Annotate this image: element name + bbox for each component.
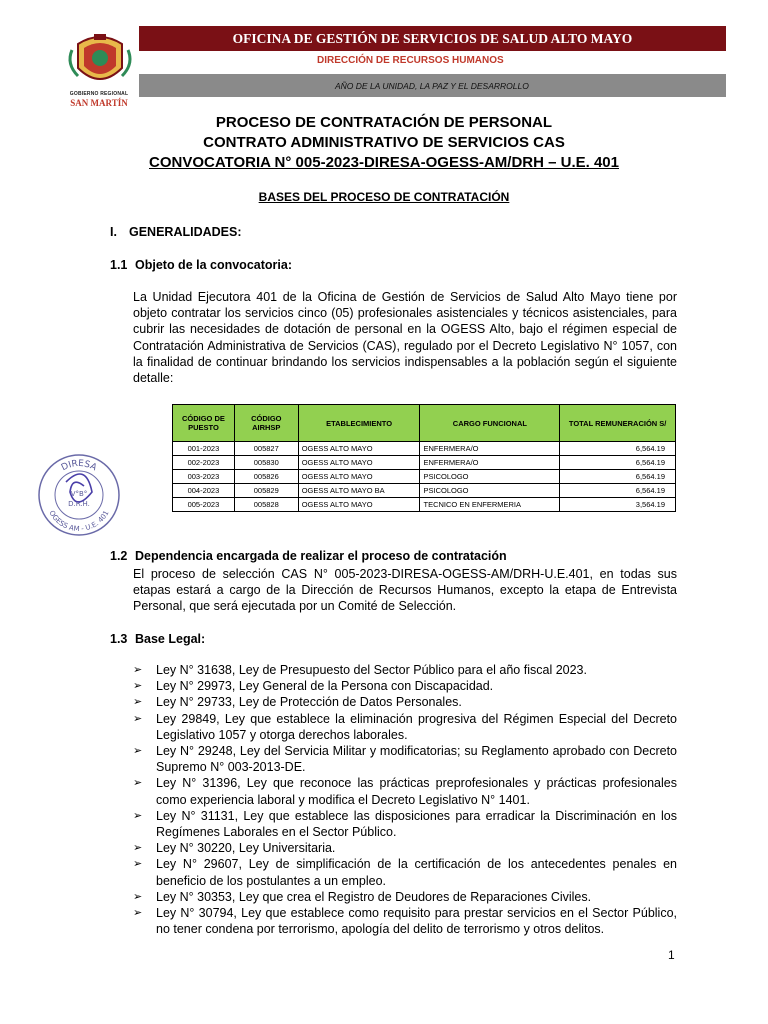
table-cell: 001-2023 [173,442,235,456]
motto-banner: AÑO DE LA UNIDAD, LA PAZ Y EL DESARROLLO [139,74,726,97]
table-cell: 6,564.19 [560,456,676,470]
logo-region-name: SAN MARTÍN [70,98,128,108]
subsection-number: 1.3 [110,632,128,646]
office-banner: OFICINA DE GESTIÓN DE SERVICIOS DE SALUD ALTO MAYO [139,26,726,51]
table-header-cell: CÓDIGO AIRHSP [234,405,298,442]
section-number: I. [110,225,117,239]
stamp-top-text: DIRESA [59,458,99,474]
table-row [173,442,676,456]
positions-table [172,404,676,512]
logo-caption: GOBIERNO REGIONAL [69,91,129,97]
stamp-mid-text: V°B° [70,490,88,498]
direction-banner: DIRECCIÓN DE RECURSOS HUMANOS [317,55,504,66]
list-item: ➢ Ley N° 31638, Ley de Presupuesto del Sector Público para el año fiscal 2023. [133,663,587,677]
table-header-cell: TOTAL REMUNERACIÓN S/ [560,405,676,442]
arrow-bullet-icon: ➢ [133,745,143,758]
list-item: ➢ Ley N° 30353, Ley que crea el Registro de Deudores de Reparaciones Civiles. [133,889,592,904]
table-header-row [173,405,676,442]
list-item: ➢ Ley N° 29248, Ley del Servicia Militar y modificatorias; su Reglamento aprobado con Decreto Supremo N° 003-2013-DE. [133,744,677,775]
arrow-bullet-icon: ➢ [133,712,143,725]
list-item: ➢ Ley 29849, Ley que establece la eliminación progresiva del Régimen Especial del Decreto Legislativo 1057 y otorga derechos laborales. [133,711,677,742]
table-cell: TECNICO EN ENFERMERIA [420,498,560,512]
table-header-cell: CÓDIGO DE PUESTO [173,405,235,442]
subsection-heading: Base Legal: [135,632,206,646]
arrow-bullet-icon: ➢ [133,680,143,693]
table-cell: 005826 [234,470,298,484]
table-cell: ENFERMERA/O [420,456,560,470]
table-row [173,470,676,484]
subsection-heading: Dependencia encargada de realizar el proceso de contratación [135,549,507,563]
objective-paragraph: La Unidad Ejecutora 401 de la Oficina de Gestión de Servicios de Salud Alto Mayo tiene por objeto contratar los servicios cinco (05) profesionales asistenciales y técnicos asistenciales, para cubrir las necesidades de dotación de personal en la OGESS Alto, bajo el régimen especial de Contratación Administrativa de Servicios (CAS), regulado por el Decreto Legislativo N° 1057, con la finalidad de continuar brindando los servicios indispensables a la población según el siguiente detalle: [133,290,677,386]
page-number: 1 [668,948,675,962]
dependency-paragraph: El proceso de selección CAS N° 005-2023-DIRESA-OGESS-AM/DRH-U.E.401, en todas sus etapas estará a cargo de la Dirección de Recursos Humanos, excepto la etapa de Entrevista Personal, que será ejecutada por un Comité de Selección. [133,567,677,614]
table-row [173,498,676,512]
table-header-cell: ETABLECIMIENTO [298,405,420,442]
table-cell: ENFERMERA/O [420,442,560,456]
table-cell: PSICOLOGO [420,484,560,498]
document-title-line2: CONTRATO ADMINISTRATIVO DE SERVICIOS CAS [203,134,565,151]
table-row [173,456,676,470]
table-cell: 002-2023 [173,456,235,470]
list-item: ➢ Ley N° 31131, Ley que establece las disposiciones para erradicar la Discriminación en los Regímenes Laborales en el Sector Público. [133,808,677,840]
table-cell: OGESS ALTO MAYO [298,456,420,470]
table-cell: 3,564.19 [560,498,676,512]
arrow-bullet-icon: ➢ [133,907,143,920]
stamp-bottom-text: OGESS AM - U.E. 401 [47,509,111,534]
document-title-line3: CONVOCATORIA N° 005-2023-DIRESA-OGESS-AM/DRH – U.E. 401 [149,154,619,171]
table-cell: 005829 [234,484,298,498]
document-title-line1: PROCESO DE CONTRATACIÓN DE PERSONAL [215,114,553,131]
table-cell: OGESS ALTO MAYO [298,498,420,512]
list-item: ➢ Ley N° 29607, Ley de simplificación de la certificación de los antecedentes penales en beneficio de los postulantes a un empleo. [133,857,677,888]
list-item: ➢ Ley N° 29973, Ley General de la Persona con Discapacidad. [133,679,494,694]
list-item: ➢ Ley N° 29733, Ley de Protección de Datos Personales. [133,695,462,710]
arrow-bullet-icon: ➢ [133,809,143,822]
legal-basis-list [133,662,677,937]
arrow-bullet-icon: ➢ [133,664,143,676]
table-cell: 6,564.19 [560,484,676,498]
subsection-heading: Objeto de la convocatoria: [135,258,292,272]
table-cell: 6,564.19 [560,442,676,456]
arrow-bullet-icon: ➢ [133,696,143,709]
arrow-bullet-icon: ➢ [133,858,143,871]
table-cell: 005-2023 [173,498,235,512]
table-cell: 004-2023 [173,484,235,498]
table-cell: 6,564.19 [560,470,676,484]
arrow-bullet-icon: ➢ [133,842,143,855]
table-cell: OGESS ALTO MAYO [298,470,420,484]
list-item: ➢ Ley N° 30220, Ley Universitaria. [133,841,336,856]
subsection-number: 1.2 [110,549,128,563]
svg-text:OGESS AM - U.E. 401 [47,509,110,533]
table-row [173,484,676,498]
table-cell: 005830 [234,456,298,470]
list-item: ➢ Ley N° 30794, Ley que establece como requisito para prestar servicios en el Sector Público, no tener condena por terrorismo, apología del delito de terrorismo y otros delitos. [133,906,677,937]
stamp-sub-text: D.R.H. [68,500,90,508]
table-cell: 005828 [234,498,298,512]
list-item: ➢ Ley N° 31396, Ley que reconoce las prácticas preprofesionales y prácticas profesionales como experiencia laboral y modifica el Decreto Legislativo N° 1401. [133,776,677,807]
table-cell: 003-2023 [173,470,235,484]
subsection-number: 1.1 [110,258,128,272]
arrow-bullet-icon: ➢ [133,890,143,903]
table-header-cell: CARGO FUNCIONAL [420,405,560,442]
official-stamp [36,452,122,538]
bases-heading: BASES DEL PROCESO DE CONTRATACIÓN [258,190,510,204]
section-heading: GENERALIDADES: [129,225,242,239]
table-cell: OGESS ALTO MAYO [298,442,420,456]
table-cell: OGESS ALTO MAYO BA [298,484,420,498]
table-cell: 005827 [234,442,298,456]
arrow-bullet-icon: ➢ [133,777,143,790]
table-cell: PSICOLOGO [420,470,560,484]
